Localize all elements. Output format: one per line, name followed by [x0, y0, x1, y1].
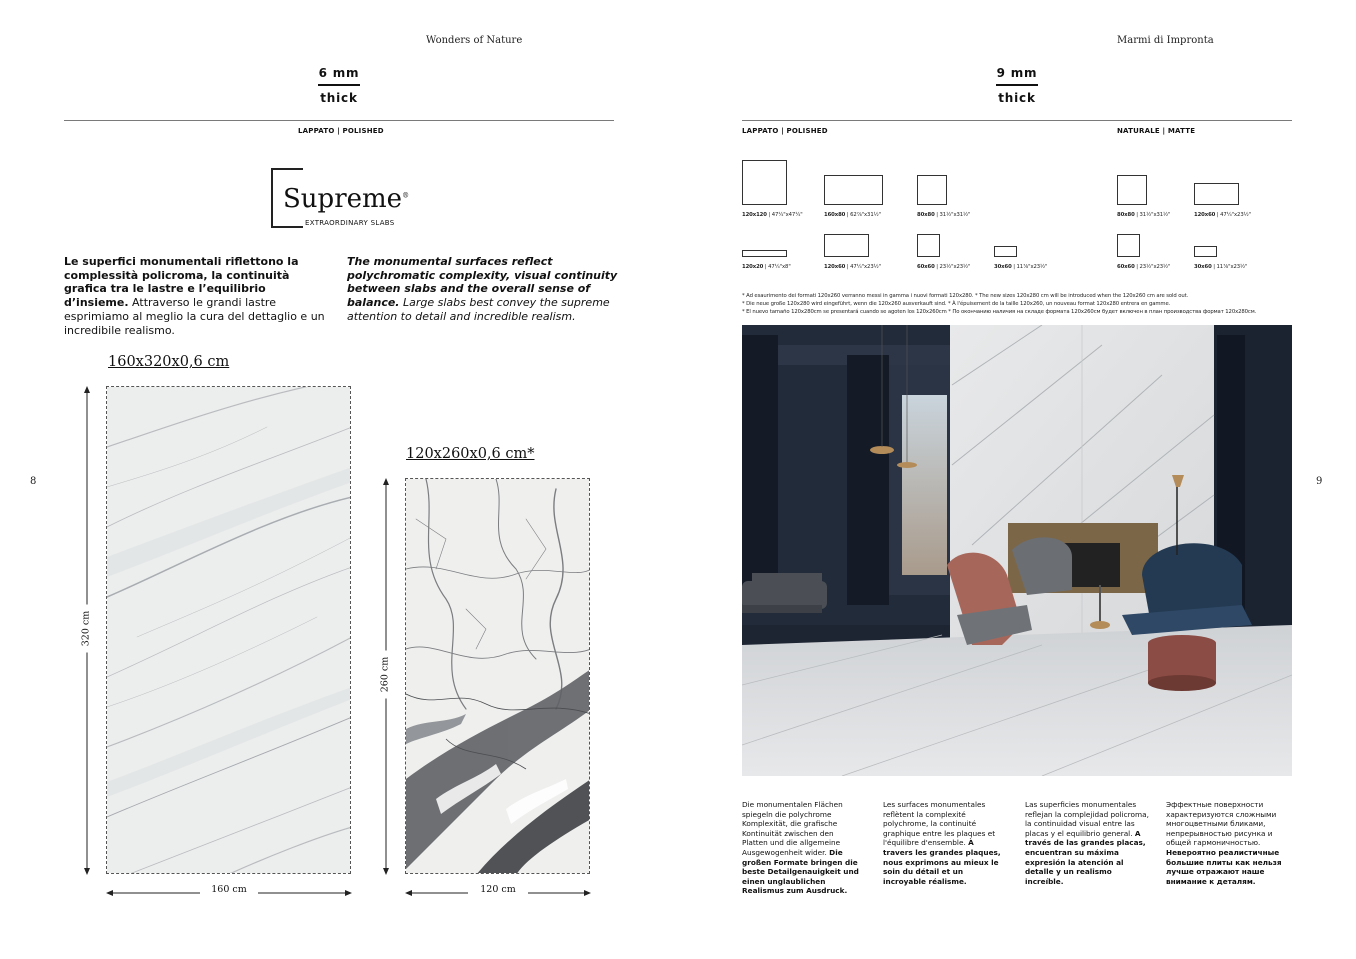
size-caption: 120x20 | 47¼"x8"	[742, 264, 791, 270]
slab-small-width-label: 120 cm	[468, 884, 528, 895]
finish-label-left: LAPPATO | POLISHED	[298, 127, 384, 135]
intro-italian-bold: Le superfici monumentali riflettono la complessità policroma, la continuità grafica tra le lastre e l’equilibrio d’insieme.	[64, 255, 299, 310]
thickness-divider	[996, 84, 1038, 86]
size-tile	[1194, 183, 1239, 205]
footnote-line: * Die neue große 120x280 wird eingeführt, wenn die 120x260 ausverkauft sind. * À l'épuisement de la taille 120x260, un nouveau format 120x280 entrera en gamme.	[742, 301, 1171, 307]
room-photo	[742, 325, 1292, 776]
thickness-value: 9 mm	[996, 66, 1038, 80]
size-tile	[917, 234, 940, 257]
size-caption: 120x120 | 47¼"x47¼"	[742, 212, 803, 218]
intro-italian	[64, 255, 326, 337]
size-caption: 80x80 | 31½"x31½"	[1117, 212, 1171, 218]
logo-wordmark	[283, 184, 409, 214]
text-column-fr	[883, 800, 1001, 886]
page-number-left: 8	[30, 476, 37, 487]
size-caption: 120x60 | 47¼"x23½"	[824, 264, 881, 270]
size-tile	[824, 234, 869, 257]
logo-registered-mark: ®	[402, 191, 410, 200]
column-bold: Невероятно реалистичные большие плиты как нельзя лучше отражают наше внимание к деталям.	[1166, 847, 1282, 886]
column-regular: Les surfaces monumentales reflètent la complexité polychrome, la continuité graphique entre les plaques et l'équilibre d'ensemble.	[883, 800, 996, 848]
size-caption: 60x60 | 23½"x23½"	[1117, 264, 1171, 270]
slab-small-marble-texture	[406, 479, 590, 874]
supreme-logo	[271, 168, 421, 230]
column-bold: Die großen Formate bringen die beste Detailgenauigkeit und einen unglaublichen Realismus zum Ausdruck.	[742, 847, 859, 896]
footnote-line: * El nuevo tamaño 120x280cm se presentará cuando se agoten los 120x260cm * По окончанию наличия на складе формата 120x260см будет включен в план производства формат 120x280см.	[742, 309, 1257, 315]
room-interior-illustration	[742, 325, 1292, 776]
thickness-badge-left	[318, 67, 360, 104]
slab-large-height-label: 320 cm	[81, 605, 92, 653]
size-caption: 160x80 | 62⅞"x31½"	[824, 212, 881, 218]
size-caption: 30x60 | 11⅞"x23½"	[994, 264, 1048, 270]
size-caption: 120x60 | 47¼"x23½"	[1194, 212, 1251, 218]
slab-small-sample	[405, 478, 590, 874]
size-tile	[917, 175, 947, 205]
column-bold: A través de las grandes placas, encuentran su máxima expresión la atención al detalle y un realismo increíble.	[1025, 828, 1146, 886]
header-title-left: Wonders of Nature	[426, 35, 523, 46]
intro-english-bold: The monumental surfaces reflect polychromatic complexity, visual continuity between slabs and the overall sense of balance.	[347, 255, 618, 310]
thickness-unit: thick	[998, 91, 1036, 105]
size-tile	[994, 246, 1017, 257]
size-caption: 80x80 | 31½"x31½"	[917, 212, 971, 218]
size-tile	[1117, 175, 1147, 205]
slab-large-sample	[106, 386, 351, 874]
intro-english	[347, 255, 621, 324]
slab-large-marble-texture	[107, 387, 351, 874]
slab-large-title: 160x320x0,6 cm	[108, 354, 230, 370]
text-column-ru	[1166, 800, 1284, 886]
section-rule-right	[742, 120, 1292, 121]
page-number-right: 9	[1316, 476, 1323, 487]
size-tile	[824, 175, 883, 205]
footnote-line: * Ad esaurimento dei formati 120x260 verranno messi in gamma i nuovi formati 120x280. * The new sizes 120x280 cm will be introduced when the 120x260 cm are sold out.	[742, 293, 1189, 299]
text-column-es	[1025, 800, 1151, 886]
column-regular: Эффектные поверхности характеризуются сложными многоцветными бликами, непрерывностью рисунка и общей гармоничностью.	[1166, 800, 1277, 848]
thickness-divider	[318, 84, 360, 86]
slab-small-title: 120x260x0,6 cm*	[406, 446, 535, 462]
size-caption: 30x60 | 11⅞"x23½"	[1194, 264, 1248, 270]
column-regular: Die monumentalen Flächen spiegeln die polychrome Komplexität, die grafische Kontinuität zwischen den Platten und die allgemeine Ausgewogenheit wider.	[742, 800, 843, 857]
logo-name: Supreme	[283, 184, 403, 214]
slab-small-height-label: 260 cm	[380, 651, 391, 699]
size-tile	[742, 160, 787, 205]
slab-large-width-label: 160 cm	[200, 884, 258, 895]
thickness-badge-right	[996, 67, 1038, 104]
column-regular: Las superficies monumentales reflejan la complejidad policroma, la continuidad visual entre las placas y el equilibrio general.	[1025, 800, 1149, 838]
header-title-right: Marmi di Impronta	[1117, 35, 1214, 46]
size-caption: 60x60 | 23½"x23½"	[917, 264, 971, 270]
finish-label-matte: NATURALE | MATTE	[1117, 127, 1196, 135]
text-column-de	[742, 800, 860, 896]
intro-english-regular: Large slabs best convey the supreme attention to detail and incredible realism.	[347, 296, 610, 323]
thickness-unit: thick	[320, 91, 358, 105]
logo-tagline: EXTRAORDINARY SLABS	[305, 219, 395, 227]
intro-italian-regular: Attraverso le grandi lastre esprimiamo al meglio la cura del dettaglio e un incredibile realismo.	[64, 296, 325, 337]
section-rule-left	[64, 120, 614, 121]
thickness-value: 6 mm	[318, 66, 360, 80]
availability-footnotes	[742, 292, 1292, 316]
column-bold: À travers les grandes plaques, nous exprimons au mieux le soin du détail et un incroyable réalisme.	[883, 838, 1001, 886]
size-tile	[742, 250, 787, 257]
finish-label-polished: LAPPATO | POLISHED	[742, 127, 828, 135]
size-tile	[1194, 246, 1217, 257]
size-tile	[1117, 234, 1140, 257]
